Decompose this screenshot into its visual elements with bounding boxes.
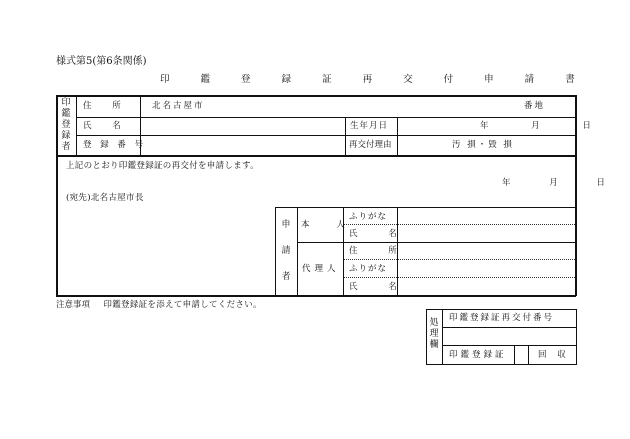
- applicant-side-label: 申請者: [281, 220, 291, 282]
- reissue-number-label: 印鑑登録証再交付番号: [449, 313, 555, 323]
- reason-value: 汚 損・毀 損: [452, 140, 514, 150]
- dob-value: 年 月 日: [480, 121, 611, 131]
- collected-label: 回 収: [538, 350, 570, 360]
- addressee: (宛先)北名古屋市長: [66, 193, 144, 203]
- proxy-furigana-label: ふりがな: [349, 264, 388, 274]
- self-label: 本 人: [301, 220, 357, 230]
- proxy-name-label: 氏 名: [349, 282, 411, 292]
- form-number: 様式第5(第6条関係): [56, 56, 147, 67]
- card-label: 印鑑登録証: [449, 350, 507, 360]
- proxy-address-label: 住 所: [349, 246, 411, 256]
- note-label: 注意事項: [56, 300, 91, 310]
- statement-text: 上記のとおり印鑑登録証の再交付を申請します。: [66, 161, 259, 171]
- address-label: 住 所: [83, 101, 130, 111]
- dob-label: 生年月日: [350, 121, 389, 131]
- proxy-label: 代理人: [302, 264, 340, 274]
- regno-label: 登 録 番 号: [83, 140, 147, 150]
- self-name-label: 氏 名: [349, 229, 411, 239]
- self-furigana-label: ふりがな: [349, 212, 388, 222]
- notes: [56, 300, 262, 310]
- processing-side-label: 処理欄: [429, 318, 439, 350]
- registrant-side-label: 印鑑登録者: [61, 98, 71, 152]
- address-value: 北名古屋市: [152, 101, 205, 111]
- banchi-label: 番地: [524, 101, 546, 111]
- note-text: 印鑑登録証を添えて申請してください。: [103, 300, 262, 310]
- application-date: 年 月 日: [502, 178, 623, 188]
- name-label: 氏 名: [83, 121, 130, 131]
- reason-label: 再交付理由: [349, 140, 392, 150]
- form-title: 印 鑑 登 録 証 再 交 付 申 請 書: [160, 74, 589, 85]
